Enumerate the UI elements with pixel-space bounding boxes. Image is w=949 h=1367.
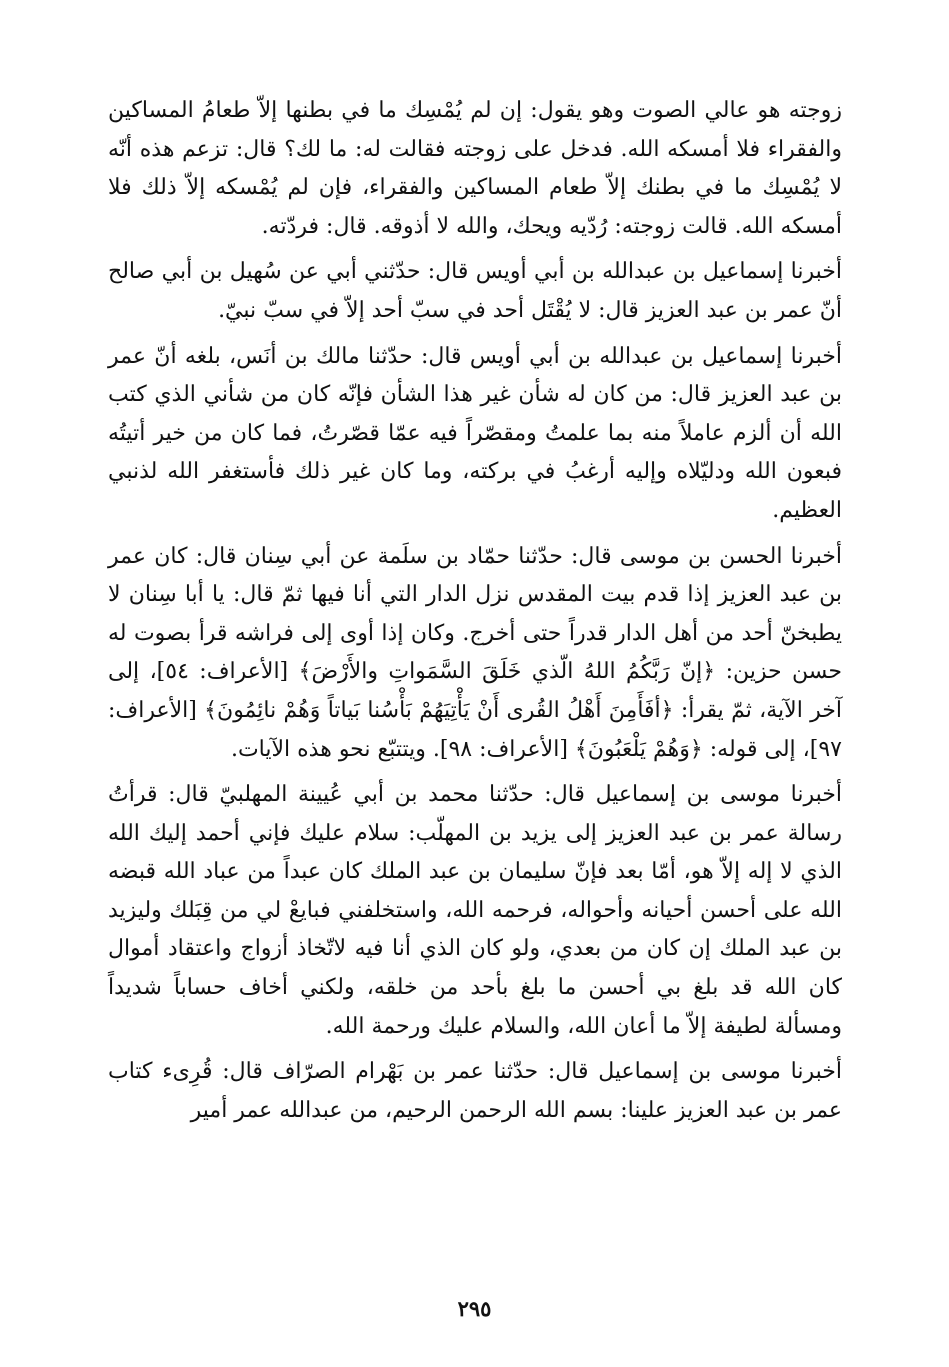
paragraph: أخبرنا إسماعيل بن عبدالله بن أبي أويس قال: حدّثني أبي عن سُهيل بن أبي صالح أنّ عمر بن عبد العزيز قال: لا يُقْتَل أحد في سبّ أحد إلاّ في سبّ نبيّ. xyxy=(108,259,842,323)
paragraph: أخبرنا موسى بن إسماعيل قال: حدّثنا عمر بن بَهْرام الصرّاف قال: قُرِىء كتاب عمر بن عبد العزيز علينا: بسم الله الرحمن الرحيم، من عبدالله عمر أمير xyxy=(108,1059,842,1123)
page-body xyxy=(108,92,842,1130)
paragraph: أخبرنا الحسن بن موسى قال: حدّثنا حمّاد بن سلَمة عن أبي سِنان قال: كان عمر بن عبد العزيز إذا قدم بيت المقدس نزل الدار التي أنا فيها ثمّ قال: يا أبا سِنان لا يطبخنّ أحد من أهل الدار قدراً حتى أخرج. وكان إذا أوى إلى فراشه قرأ بصوت له حسن حزين: ﴿إنّ رَبَّكُمُ اللهُ الّذي خَلَقَ السَّمَواتِ والأَرْضَ﴾ [الأعراف: ٥٤]، إلى آخر الآية، ثمّ يقرأ: ﴿أفَأَمِنَ أَهْلُ القُرى أَنْ يَأْتِيَهُمْ بَأْسُنا بَياتاً وَهُمْ نائِمُونَ﴾ [الأعراف: ٩٧]، إلى قوله: ﴿وَهُمْ يَلْعَبُونَ﴾ [الأعراف: ٩٨]. ويتتبّع نحو هذه الآيات. xyxy=(108,543,842,762)
paragraph: زوجته هو عالي الصوت وهو يقول: إن لم يُمْسِك ما في بطنها إلاّ طعامُ المساكين والفقراء فلا أمسكه الله. فدخل على زوجته فقالت له: ما لك؟ قال: تزعم هذه أنّه لا يُمْسِك ما في بطنك إلاّ طعام المساكين والفقراء، فإن لم يُمْسكه إلاّ ذلك فلا أمسكه الله. قالت زوجته: رُدّيه ويحك، والله لا أذوقه. قال: فردّته. xyxy=(108,98,842,239)
paragraph: أخبرنا إسماعيل بن عبدالله بن أبي أويس قال: حدّثنا مالك بن أنَس، بلغه أنّ عمر بن عبد العزيز قال: من كان له شأن غير هذا الشأن فإنّه كان من شأني الذي كتب الله أن ألزم عاملاً منه بما علمتُ ومقصّراً فيه عمّا قصّرتُ، فما كان من خير أتيتُه فبعون الله ودليّلاه وإليه أرغبُ في بركته، وما كان غير ذلك فأستغفر الله لذنبي العظيم. xyxy=(108,343,842,523)
paragraph: أخبرنا موسى بن إسماعيل قال: حدّثنا محمد بن أبي عُيينة المهلبيّ قال: قرأتُ رسالة عمر بن عبد العزيز إلى يزيد بن المهلّب: سلام عليك فإني أحمد إليك الله الذي لا إله إلاّ هو، أمّا بعد فإنّ سليمان بن عبد الملك كان عبداً من عباد الله قبضه الله على أحسن أحيانه وأحواله، فرحمه الله، واستخلفني فبايعْ لي من قِبَلك وليزيد بن عبد الملك إن كان من بعدي، ولو كان الذي أنا فيه لاتّخاذ أزواج واعتقاد أموال كان الله قد بلغ بي أحسن ما بلغ بأحد من خلقه، ولكني أخاف حساباً شديداً ومسألة لطيفة إلاّ ما أعان الله، والسلام عليك ورحمة الله. xyxy=(108,782,842,1039)
page-number: ٢٩٥ xyxy=(457,1296,492,1321)
